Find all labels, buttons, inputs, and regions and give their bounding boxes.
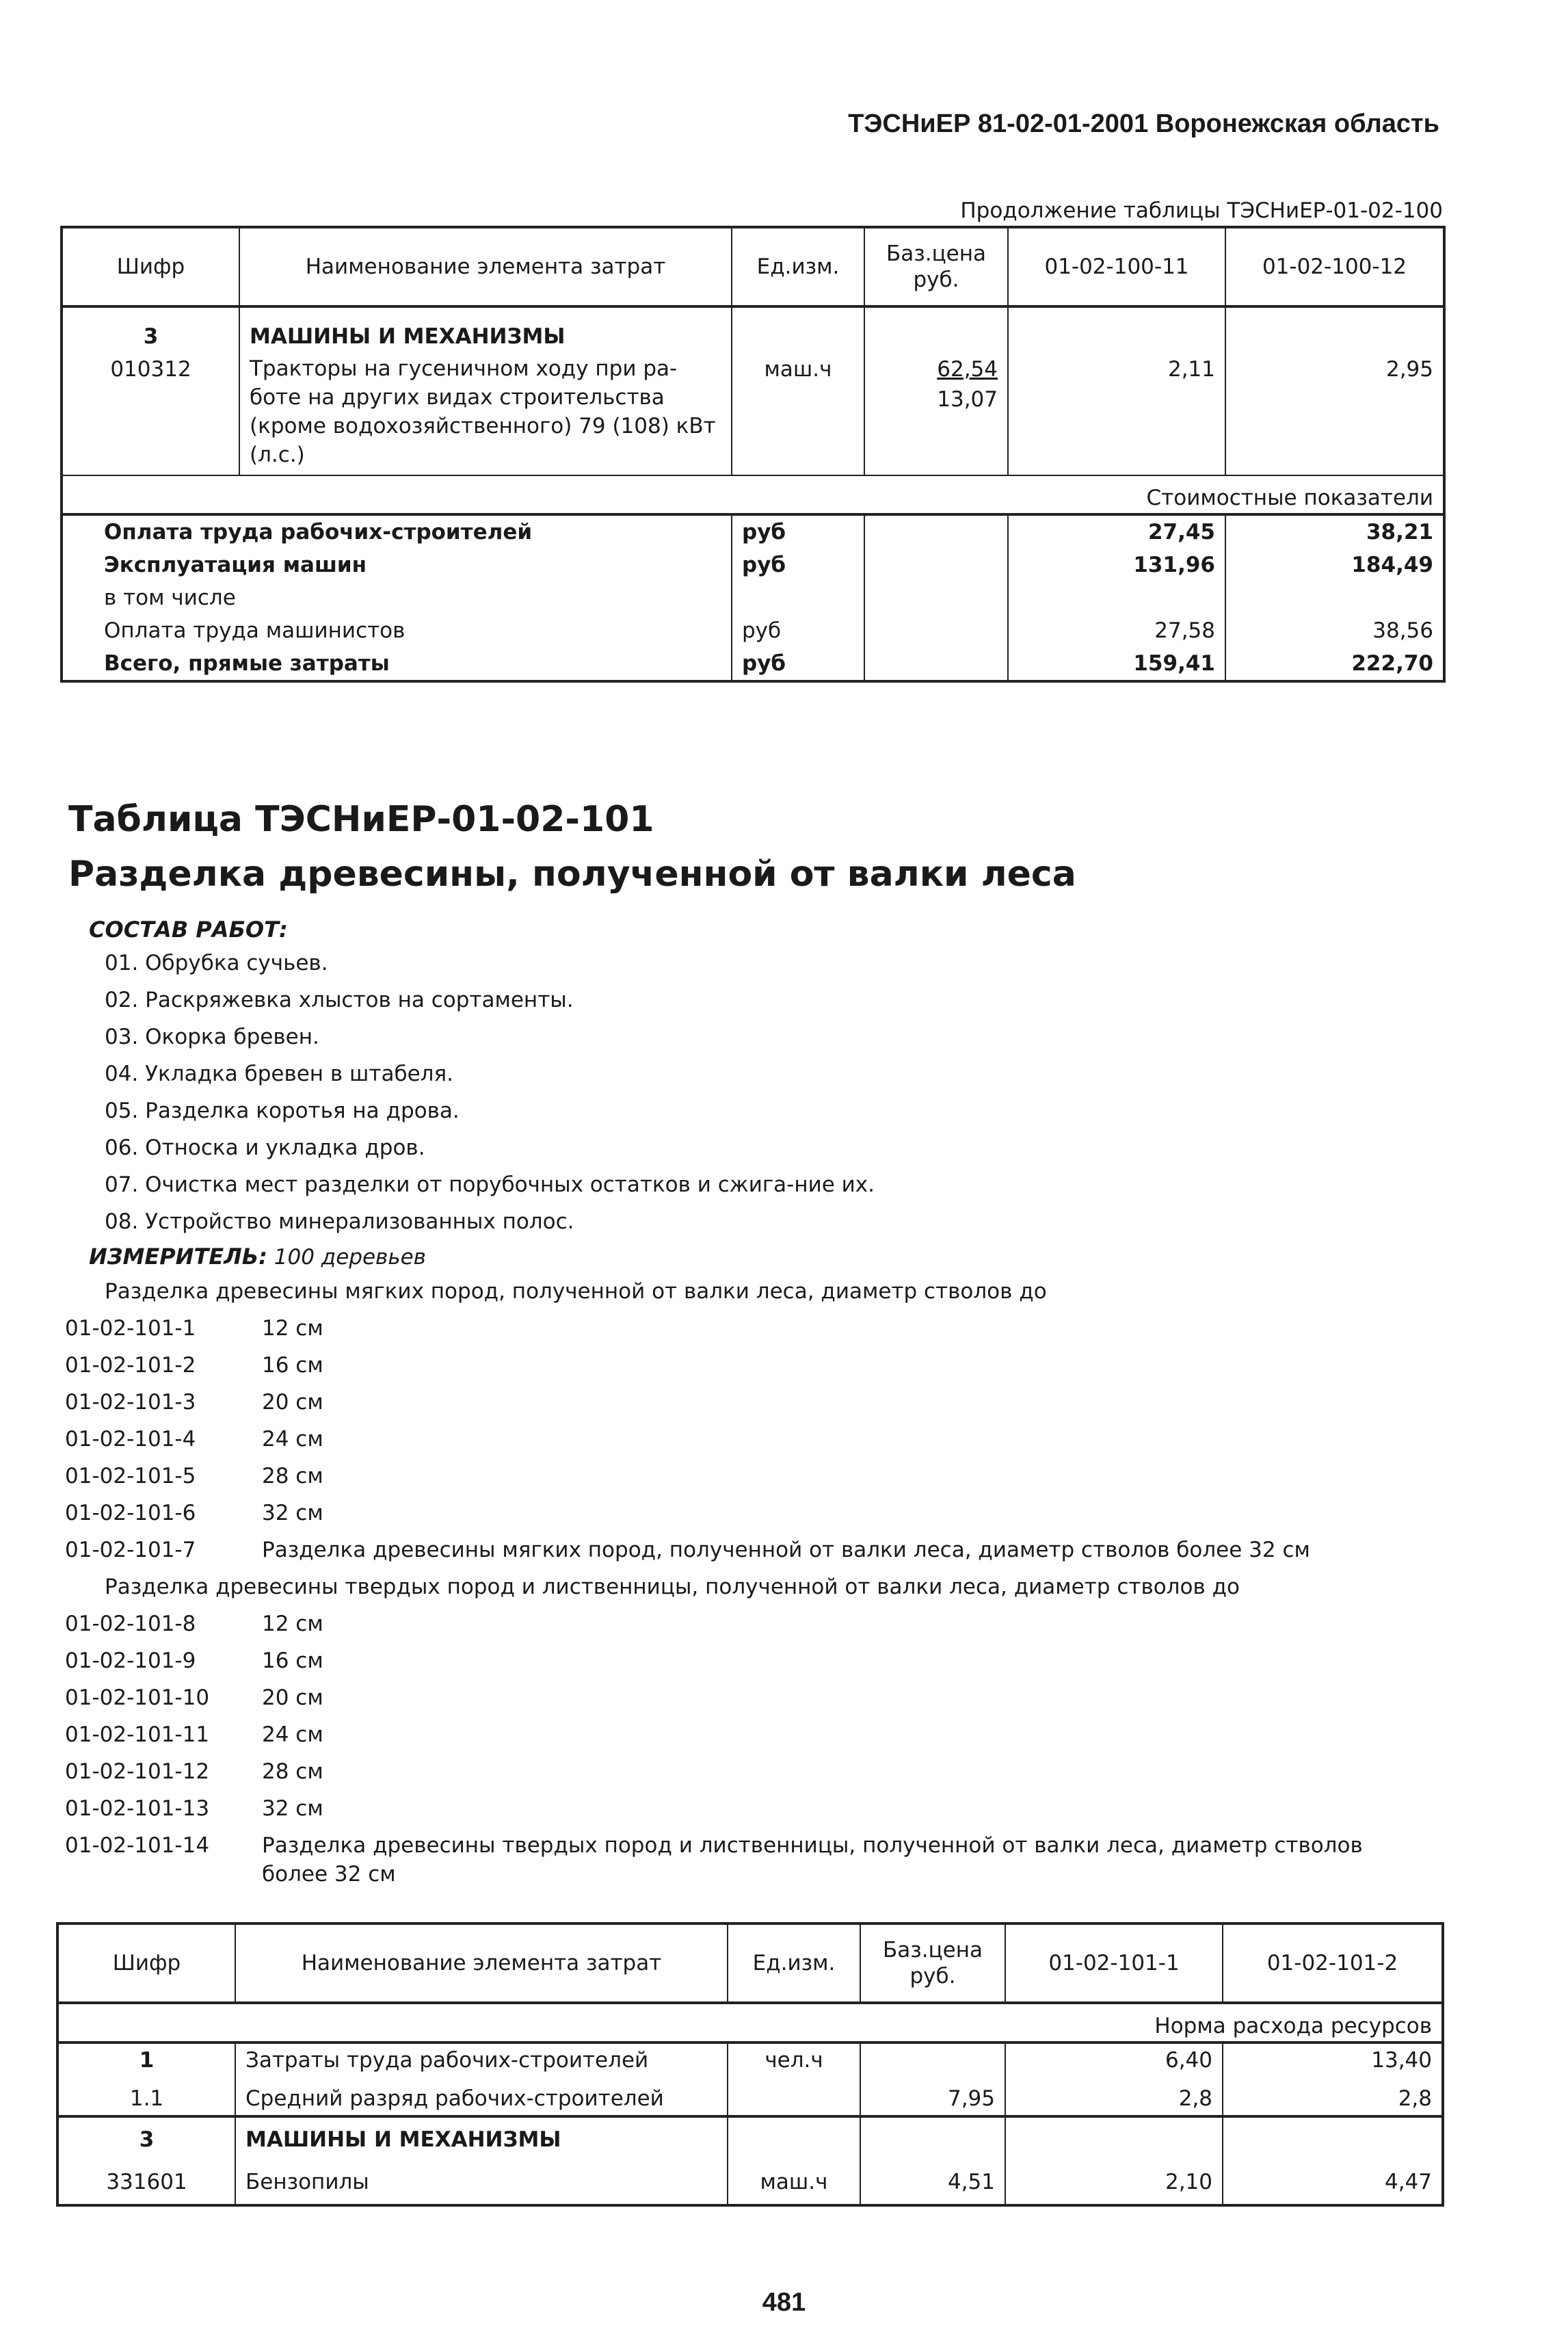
item-code: 01-02-101-5 (65, 1464, 196, 1488)
composition-item: 04. Укладка бревен в штабеля. (105, 1062, 453, 1086)
row-value-2: 2,95 (1225, 353, 1444, 475)
measure-line (89, 1244, 426, 1270)
row-value-1: 2,8 (1005, 2077, 1223, 2116)
item-text: Разделка древесины твердых пород и лиственницы, полученной от валки леса, диаметр стволов (262, 1833, 1363, 1858)
price-main: 62,54 (937, 357, 998, 382)
row-unit: маш.ч (728, 2156, 860, 2205)
section-code: 3 (57, 2116, 235, 2156)
row-name: Бензопилы (235, 2156, 728, 2205)
row-unit: маш.ч (732, 353, 864, 475)
cost-unit: руб (732, 514, 864, 549)
table-row (57, 2077, 1443, 2116)
row-code: 1.1 (57, 2077, 235, 2116)
item-text: 28 см (262, 1464, 323, 1488)
row-price: 7,95 (860, 2077, 1005, 2116)
table-continuation-note: Продолжение таблицы ТЭСНиЕР-01-02-100 (960, 198, 1443, 223)
item-code: 01-02-101-8 (65, 1612, 196, 1636)
cost-value-1: 27,58 (1008, 614, 1225, 647)
item-code: 01-02-101-11 (65, 1722, 210, 1747)
item-code: 01-02-101-10 (65, 1685, 210, 1710)
cost-value-2: 38,21 (1225, 514, 1444, 549)
cost-row (62, 614, 1444, 647)
section-code: 3 (62, 306, 239, 353)
cost-value-1: 159,41 (1008, 647, 1225, 681)
row-name: Средний разряд рабочих-строителей (235, 2077, 728, 2116)
cost-unit: руб (732, 614, 864, 647)
composition-item: 07. Очистка мест разделки от порубочных остатков и сжига-ние их. (105, 1172, 875, 1197)
cost-name: в том числе (62, 581, 732, 614)
row-unit: чел.ч (728, 2043, 860, 2077)
section-name: МАШИНЫ И МЕХАНИЗМЫ (235, 2116, 728, 2156)
cost-row (62, 647, 1444, 681)
cost-value-2: 184,49 (1225, 549, 1444, 581)
col-header: Баз.цена руб. (860, 1923, 1005, 2003)
table-row (57, 2156, 1443, 2205)
table-row (57, 2043, 1443, 2077)
item-code: 01-02-101-4 (65, 1427, 196, 1452)
row-value-1: 6,40 (1005, 2043, 1223, 2077)
col-header: Наименование элемента затрат (239, 227, 732, 306)
row-value-2: 13,40 (1223, 2043, 1443, 2077)
cost-name: Всего, прямые затраты (62, 647, 732, 681)
item-text: 20 см (262, 1390, 323, 1415)
item-code: 01-02-101-3 (65, 1390, 196, 1415)
section-name: МАШИНЫ И МЕХАНИЗМЫ (239, 306, 732, 353)
composition-item: 06. Относка и укладка дров. (105, 1135, 425, 1160)
item-text: 20 см (262, 1685, 323, 1710)
row-code: 1 (57, 2043, 235, 2077)
col-header: Ед.изм. (728, 1923, 860, 2003)
item-text: Разделка древесины мягких пород, полученной от валки леса, диаметр стволов более 32 см (262, 1538, 1310, 1562)
measure-value: 100 деревьев (274, 1245, 426, 1270)
table-header-row (62, 227, 1444, 306)
row-value-1: 2,11 (1008, 353, 1225, 475)
item-text: 16 см (262, 1353, 323, 1378)
composition-item: 08. Устройство минерализованных полос. (105, 1209, 574, 1234)
group-heading-soft: Разделка древесины мягких пород, полученной от валки леса, диаметр стволов до (105, 1279, 1047, 1304)
row-price (860, 2043, 1005, 2077)
row-code: 010312 (62, 353, 239, 475)
section-row (57, 2116, 1443, 2156)
composition-item: 03. Окорка бревен. (105, 1025, 319, 1049)
cost-name: Оплата труда рабочих-строителей (62, 514, 732, 549)
col-header: Баз.цена руб. (864, 227, 1008, 306)
cost-row (62, 581, 1444, 614)
item-text-continued: более 32 см (262, 1862, 396, 1887)
price-sub: 13,07 (937, 387, 998, 412)
section-title: Разделка древесины, полученной от валки леса (68, 854, 1076, 895)
col-header: Шифр (57, 1923, 235, 2003)
cost-value-1: 131,96 (1008, 549, 1225, 581)
row-value-1: 2,10 (1005, 2156, 1223, 2205)
row-value-2: 2,8 (1223, 2077, 1443, 2116)
item-code: 01-02-101-1 (65, 1316, 196, 1341)
cost-value-1: 27,45 (1008, 514, 1225, 549)
cost-value-2: 222,70 (1225, 647, 1444, 681)
cost-unit: руб (732, 647, 864, 681)
group-heading-hard: Разделка древесины твердых пород и лиственницы, полученной от валки леса, диаметр стволов до (105, 1575, 1240, 1599)
item-code: 01-02-101-12 (65, 1759, 210, 1784)
cost-row (62, 514, 1444, 549)
cost-name: Оплата труда машинистов (62, 614, 732, 647)
row-name: Тракторы на гусеничном ходу при ра-боте на других видах строительства (кроме водохозяйственного) 79 (108) кВт (л.с.) (239, 353, 732, 475)
composition-item: 01. Обрубка сучьев. (105, 951, 328, 975)
cost-unit: руб (732, 549, 864, 581)
cost-row (62, 549, 1444, 581)
cost-name: Эксплуатация машин (62, 549, 732, 581)
col-header: Ед.изм. (732, 227, 864, 306)
running-header: ТЭСНиЕР 81-02-01-2001 Воронежская область (848, 109, 1439, 138)
col-header: 01-02-100-11 (1008, 227, 1225, 306)
row-value-2: 4,47 (1223, 2156, 1443, 2205)
composition-item: 05. Разделка коротья на дрова. (105, 1099, 460, 1123)
measure-heading: ИЗМЕРИТЕЛЬ: (89, 1244, 267, 1270)
item-text: 12 см (262, 1612, 323, 1636)
row-unit (728, 2077, 860, 2116)
item-code: 01-02-101-13 (65, 1796, 210, 1821)
section-row (62, 306, 1444, 353)
item-code: 01-02-101-7 (65, 1538, 196, 1562)
composition-heading: СОСТАВ РАБОТ: (89, 917, 288, 943)
item-code: 01-02-101-2 (65, 1353, 196, 1378)
norm-caption: Норма расхода ресурсов (57, 2003, 1443, 2043)
row-price: 4,51 (860, 2156, 1005, 2205)
cost-caption: Стоимостные показатели (62, 475, 1444, 514)
resource-table-2 (56, 1922, 1444, 2207)
item-code: 01-02-101-6 (65, 1501, 196, 1525)
row-code: 331601 (57, 2156, 235, 2205)
page-number: 481 (762, 2288, 806, 2317)
row-name: Затраты труда рабочих-строителей (235, 2043, 728, 2077)
col-header: 01-02-100-12 (1225, 227, 1444, 306)
composition-item: 02. Раскряжевка хлыстов на сортаменты. (105, 988, 574, 1012)
norm-caption-row (57, 2003, 1443, 2043)
col-header: Наименование элемента затрат (235, 1923, 728, 2003)
table-title: Таблица ТЭСНиЕР-01-02-101 (68, 799, 654, 840)
table-row (62, 353, 1444, 475)
col-header: 01-02-101-2 (1223, 1923, 1443, 2003)
item-text: 24 см (262, 1427, 323, 1452)
col-header: Шифр (62, 227, 239, 306)
cost-caption-row (62, 475, 1444, 514)
resource-table-1 (60, 226, 1446, 683)
table-header-row (57, 1923, 1443, 2003)
col-header: 01-02-101-1 (1005, 1923, 1223, 2003)
item-text: 16 см (262, 1649, 323, 1673)
item-code: 01-02-101-9 (65, 1649, 196, 1673)
item-text: 12 см (262, 1316, 323, 1341)
item-text: 32 см (262, 1796, 323, 1821)
item-text: 24 см (262, 1722, 323, 1747)
item-text: 32 см (262, 1501, 323, 1525)
cost-value-2: 38,56 (1225, 614, 1444, 647)
item-text: 28 см (262, 1759, 323, 1784)
row-price (864, 353, 1008, 475)
item-code: 01-02-101-14 (65, 1833, 210, 1858)
